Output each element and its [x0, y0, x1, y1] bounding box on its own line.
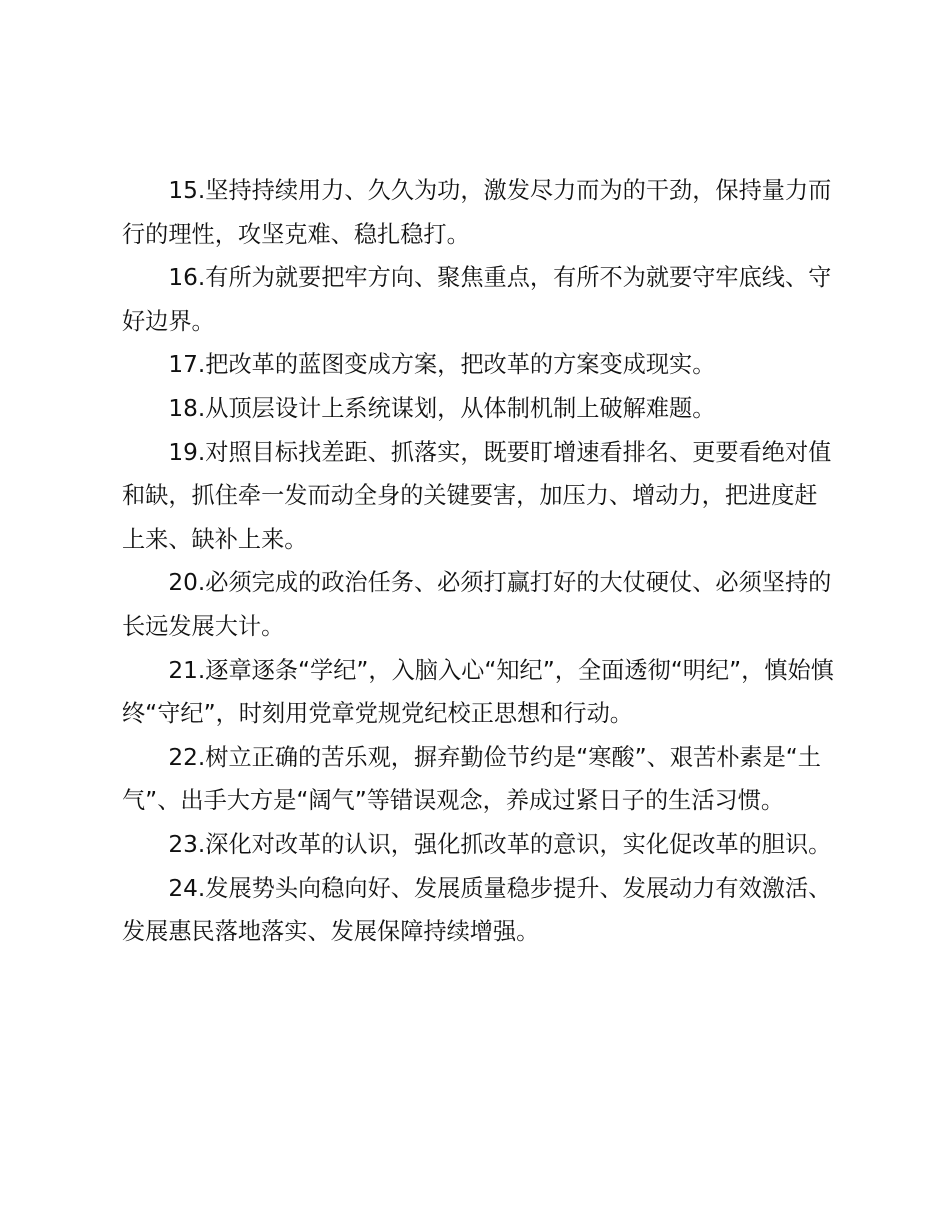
- paragraph-18: 18.从顶层设计上系统谋划，从体制机制上破解难题。: [168, 394, 716, 422]
- paragraph-16: 16.有所为就要把牢方向、聚焦重点，有所不为就要守牢底线、守好边界。: [122, 264, 832, 335]
- paragraph-21: 21.逐章逐条“学纪”，入脑入心“知纪”，全面透彻“明纪”，慎始慎终“守纪”，时刻用党章党规党纪校正思想和行动。: [122, 656, 834, 728]
- paragraph-19: 19.对照目标找差距、抓落实，既要盯增速看排名、更要看绝对值和缺，抓住牵一发而动全身的关键要害，加压力、增动力，把进度赶上来、缺补上来。: [122, 438, 832, 553]
- paragraph-24: 24.发展势头向稳向好、发展质量稳步提升、发展动力有效激活、发展惠民落地落实、发展保障持续增强。: [122, 874, 832, 946]
- document-body: [122, 169, 838, 954]
- paragraph-20: 20.必须完成的政治任务、必须打赢打好的大仗硬仗、必须坚持的长远发展大计。: [122, 569, 832, 640]
- paragraph-23: 23.深化对改革的认识，强化抓改革的意识，实化促改革的胆识。: [168, 830, 832, 858]
- paragraph-17: 17.把改革的蓝图变成方案，把改革的方案变成现实。: [168, 351, 716, 379]
- paragraph-15: 15.坚持持续用力、久久为功，激发尽力而为的干劲，保持量力而行的理性，攻坚克难、稳扎稳打。: [122, 177, 832, 248]
- paragraph-22: 22.树立正确的苦乐观，摒弃勤俭节约是“寒酸”、艰苦朴素是“土气”、出手大方是“阔气”等错误观念，养成过紧日子的生活习惯。: [122, 743, 821, 815]
